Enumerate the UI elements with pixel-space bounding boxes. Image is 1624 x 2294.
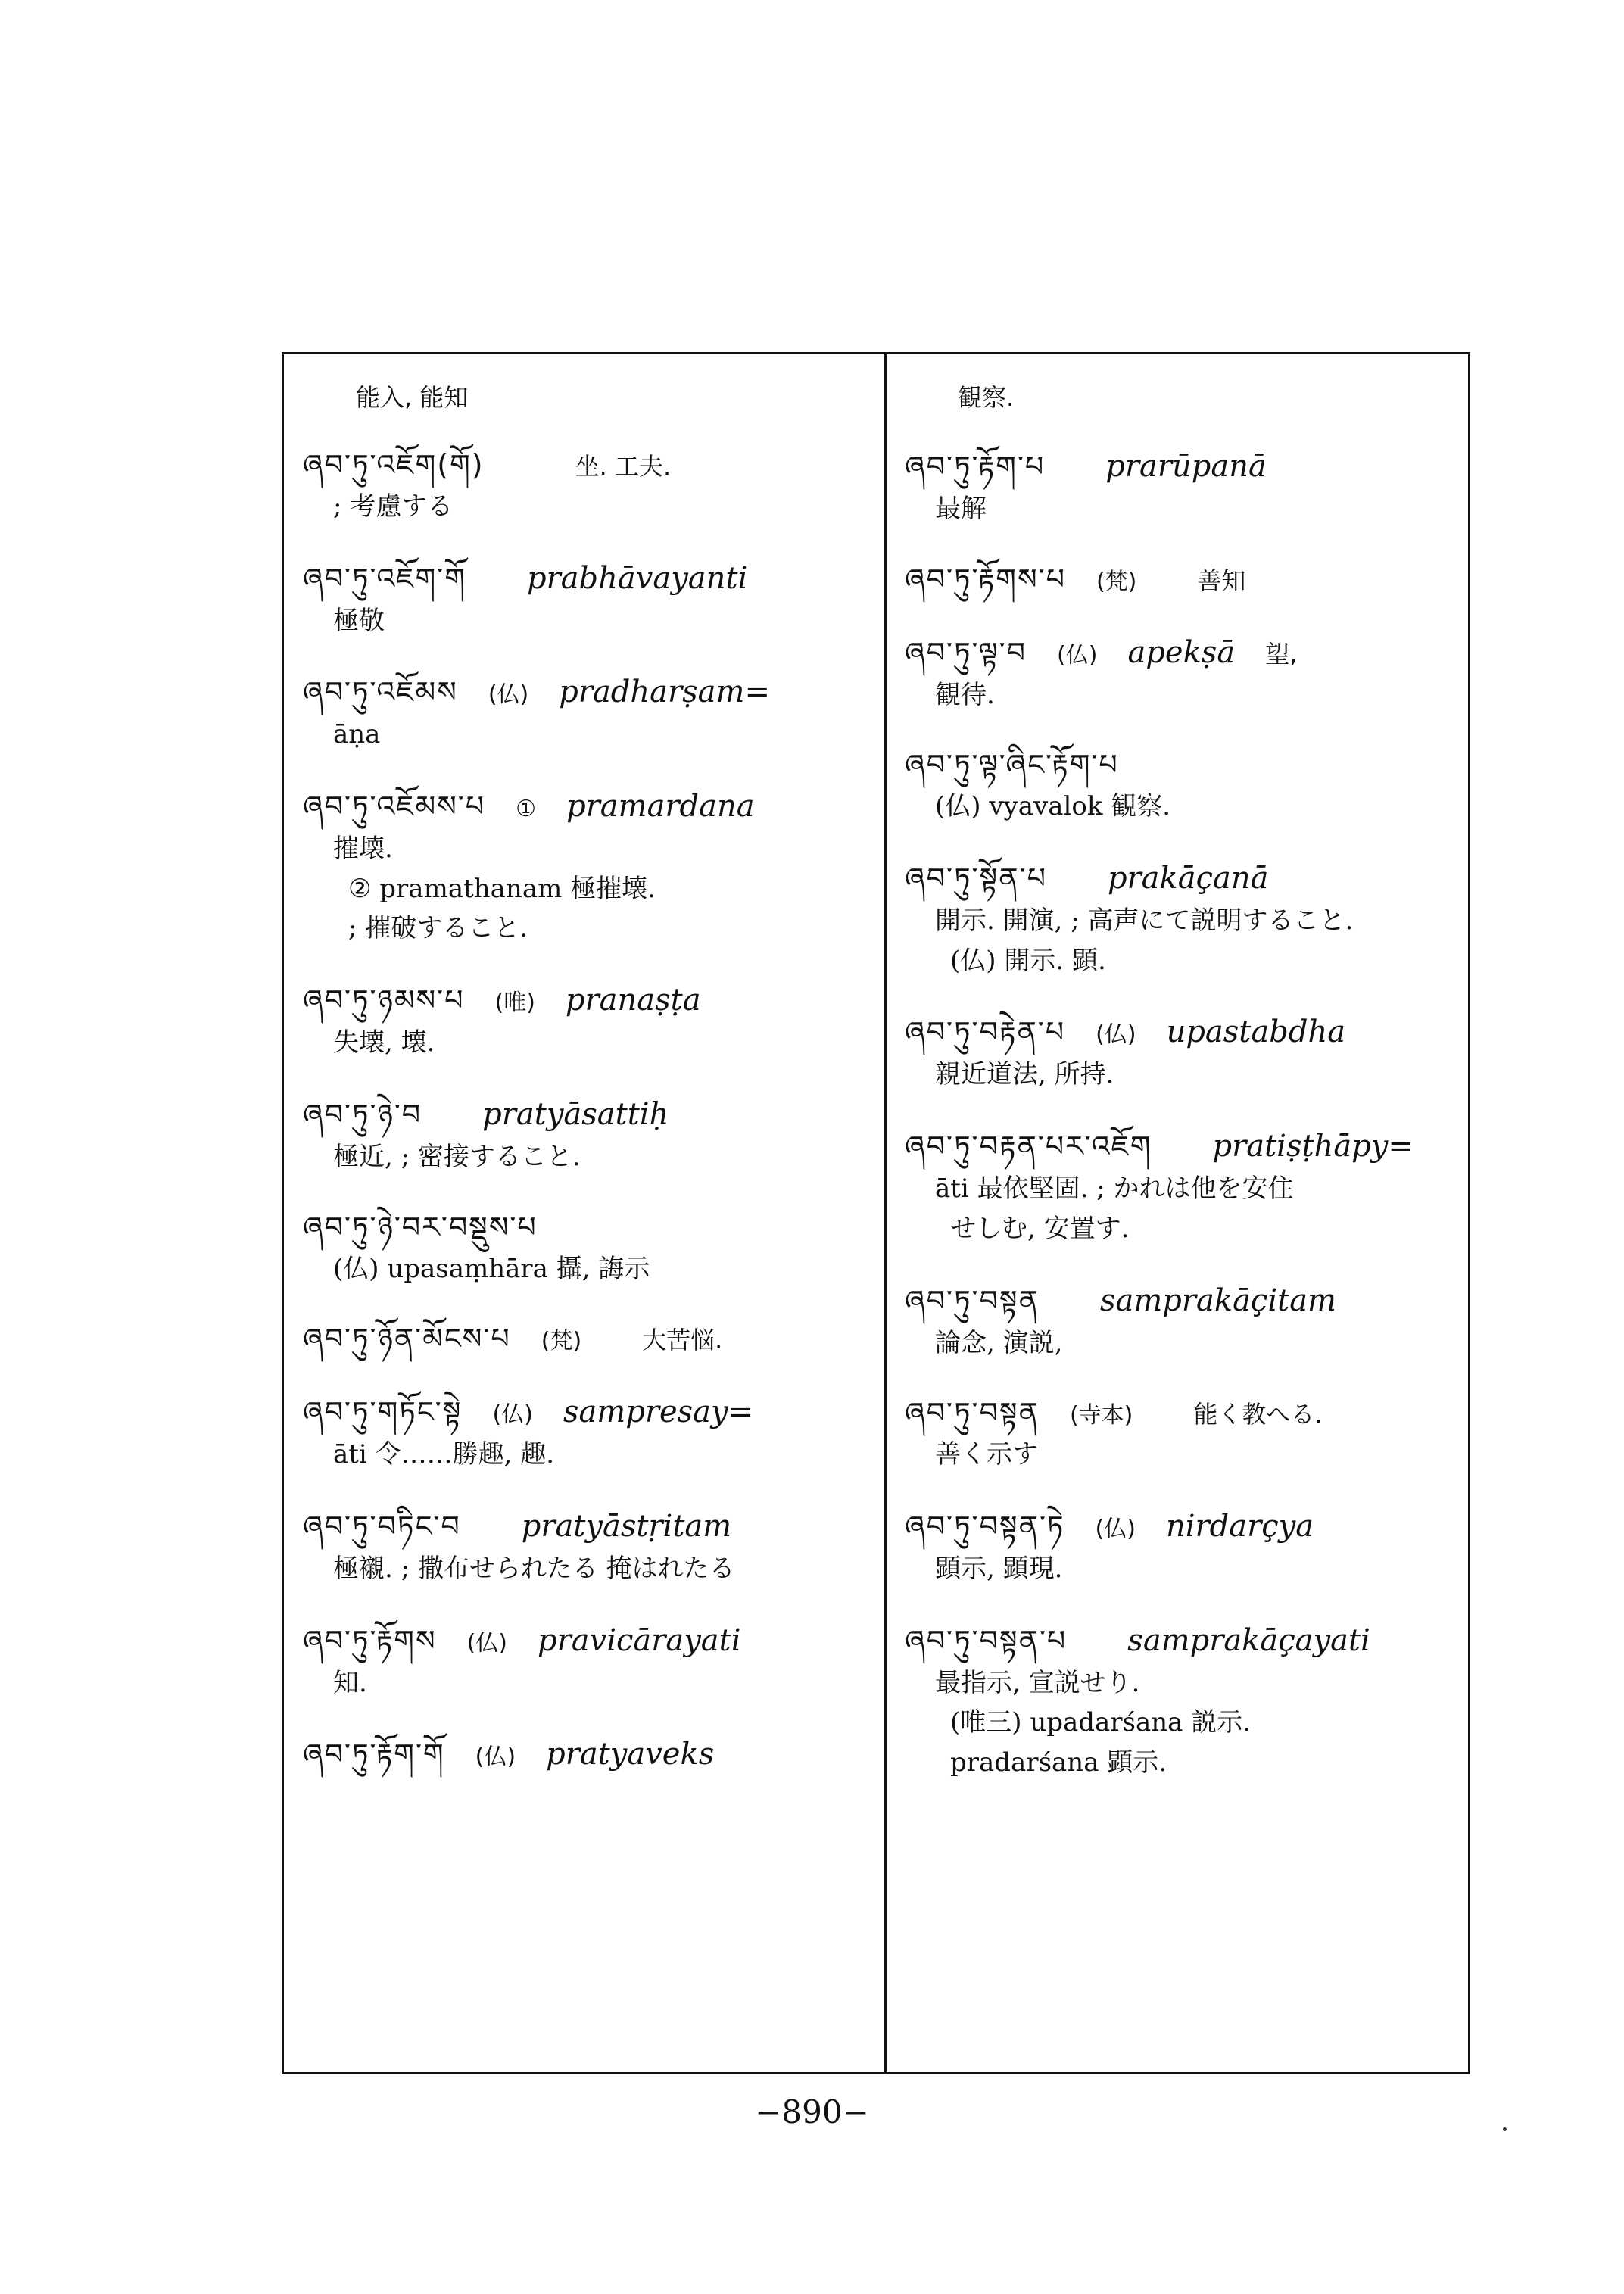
sanskrit-term: upastabdha	[1166, 1015, 1346, 1050]
source-tag: (寺本)	[1069, 1402, 1133, 1429]
tibetan-headword: ཞབ་ཏུ་བསྟན་པ	[905, 1623, 1068, 1657]
sanskrit-term: samprakāçayati	[1127, 1622, 1370, 1658]
source-tag: (唯)	[494, 990, 535, 1017]
entry-gloss-line: 摧壊.	[333, 834, 393, 865]
entry-head	[905, 444, 1465, 489]
entry-head	[905, 1278, 1465, 1323]
entry-gloss-line: āti 令……勝趣, 趣.	[333, 1439, 555, 1470]
japanese-gloss: 望,	[1265, 639, 1298, 669]
source-tag: (仏)	[1096, 1021, 1136, 1049]
sanskrit-term: pradharṣam=	[559, 675, 770, 710]
dictionary-entry	[303, 444, 871, 527]
right-column	[905, 379, 1465, 1812]
entry-gloss-line: 論念, 演説,	[935, 1327, 1063, 1358]
entry-gloss-line: (仏) vyavalok 観察.	[935, 791, 1171, 822]
dictionary-entry	[905, 1392, 1465, 1475]
tibetan-headword: ཞབ་ཏུ་འཇོག(གོ)	[303, 448, 485, 482]
entry-gloss-line: āṇa	[333, 719, 381, 750]
dictionary-entry	[905, 630, 1465, 715]
entry-head	[303, 669, 871, 715]
entry-head	[905, 1124, 1465, 1169]
source-tag: (梵)	[1096, 568, 1137, 595]
entry-head	[905, 558, 1465, 601]
column-divider	[884, 352, 887, 2074]
tibetan-headword: ཞབ་ཏུ་རྟོགས་པ	[905, 562, 1066, 596]
sanskrit-term: prarūpanā	[1105, 449, 1267, 484]
tibetan-headword: ཞབ་ཏུ་ཉེ་བ	[303, 1097, 422, 1131]
sanskrit-term: samprakāçitam	[1099, 1283, 1336, 1318]
dictionary-entry	[905, 1124, 1465, 1248]
dictionary-entry	[905, 743, 1465, 827]
dictionary-entry	[303, 1206, 871, 1289]
entry-head	[303, 1389, 871, 1435]
tibetan-headword: ཞབ་ཏུ་ཉམས་པ	[303, 983, 465, 1018]
source-tag: (仏)	[466, 1629, 508, 1657]
tibetan-headword: ཞབ་ཏུ་ལྟ་ཞིང་རྟོག་པ	[905, 748, 1119, 782]
page-number: −890−	[755, 2093, 869, 2130]
sanskrit-term: sampresay=	[563, 1395, 754, 1430]
japanese-gloss: 善知	[1197, 566, 1246, 595]
tibetan-headword: ཞབ་ཏུ་འཇོམས་པ	[303, 790, 486, 824]
entry-head	[905, 1504, 1465, 1549]
entry-head	[303, 784, 871, 829]
entry-gloss-line: 観待.	[935, 679, 995, 710]
tibetan-headword: ཞབ་ཏུ་བསྟན	[905, 1396, 1040, 1430]
entry-head	[303, 1731, 871, 1777]
tibetan-headword: ཞབ་ཏུ་རྟོགས	[303, 1623, 437, 1657]
japanese-gloss: 大苦悩.	[642, 1326, 723, 1355]
tibetan-headword: ཞབ་ཏུ་ཉོན་མོངས་པ	[303, 1322, 511, 1356]
entry-head	[303, 1206, 871, 1249]
source-tag: (仏)	[492, 1401, 533, 1429]
entry-head	[303, 1092, 871, 1137]
entry-gloss-line: ; 摧破すること.	[348, 913, 528, 944]
dictionary-entry	[303, 1618, 871, 1703]
source-tag: (梵)	[541, 1328, 582, 1355]
dictionary-entry	[905, 1278, 1465, 1364]
tibetan-headword: ཞབ་ཏུ་འཇོག་གོ	[303, 561, 466, 595]
entry-head	[905, 743, 1465, 787]
entry-gloss-line: ② pramathanam 極摧壊.	[348, 873, 656, 904]
left-top-gloss: 能入, 能知	[356, 383, 469, 412]
tibetan-headword: ཞབ་ཏུ་ལྟ་བ	[905, 635, 1027, 669]
sanskrit-term: pratyāsattiḥ	[482, 1096, 669, 1132]
sanskrit-term: prakāçanā	[1107, 861, 1269, 896]
entry-gloss-line: ; 考慮する	[333, 491, 454, 522]
entry-gloss-line: (仏) 開示. 顕.	[950, 945, 1106, 976]
sanskrit-term: pramardana	[566, 789, 755, 824]
entry-gloss-line: āti 最依堅固. ; かれは他を安住	[935, 1173, 1294, 1205]
dictionary-entry	[303, 1389, 871, 1475]
entry-head	[905, 1009, 1465, 1055]
dictionary-entry	[905, 856, 1465, 980]
dictionary-entry	[905, 1618, 1465, 1783]
tibetan-headword: ཞབ་ཏུ་བརྟེན་པ	[905, 1015, 1066, 1049]
entry-head	[303, 1317, 871, 1361]
sanskrit-term: apekṣā	[1127, 634, 1236, 670]
tibetan-headword: ཞབ་ཏུ་གཏོང་སྟེ	[303, 1395, 463, 1429]
source-tag: ①	[516, 796, 537, 823]
source-tag: (仏)	[1057, 641, 1098, 669]
dictionary-entry	[303, 669, 871, 755]
speck	[1503, 2127, 1507, 2131]
entry-head	[303, 1504, 871, 1549]
entry-gloss-line: 失壊, 壊.	[333, 1027, 435, 1058]
right-entries	[905, 444, 1465, 1783]
entry-head	[905, 856, 1465, 901]
tibetan-headword: ཞབ་ཏུ་རྟོག་གོ	[303, 1738, 445, 1772]
entry-head	[303, 977, 871, 1023]
entry-head	[905, 1392, 1465, 1435]
entry-gloss-line: 最指示, 宣説せり.	[935, 1667, 1140, 1698]
source-tag: (仏)	[1095, 1515, 1136, 1542]
dictionary-entry	[303, 1092, 871, 1177]
sanskrit-term: nirdarçya	[1165, 1508, 1314, 1544]
entry-head	[303, 556, 871, 601]
entry-gloss-line: 極襯. ; 撒布せられたる 掩はれたる	[333, 1553, 735, 1584]
japanese-gloss: 能く教へる.	[1193, 1400, 1323, 1429]
entry-gloss-line: (唯三) upadarśana 説示.	[950, 1707, 1252, 1738]
tibetan-headword: ཞབ་ཏུ་སྟོན་པ	[905, 862, 1047, 896]
dictionary-entry	[905, 558, 1465, 601]
sanskrit-term: pranaṣṭa	[565, 983, 701, 1018]
left-entries	[303, 444, 871, 1777]
tibetan-headword: ཞབ་ཏུ་འཇོམས	[303, 675, 458, 709]
sanskrit-term: pratiṣṭhāpy=	[1212, 1129, 1414, 1164]
japanese-gloss: 坐. 工夫.	[575, 452, 672, 481]
entry-gloss-line: 開示. 開演, ; 高声にて説明すること.	[935, 905, 1354, 937]
sanskrit-term: pravicārayati	[538, 1622, 741, 1658]
dictionary-entry	[905, 444, 1465, 529]
entry-gloss-line: 親近道法, 所持.	[935, 1059, 1114, 1090]
tibetan-headword: ཞབ་ཏུ་བསྟན	[905, 1283, 1040, 1317]
entry-gloss-line: 極近, ; 密接すること.	[333, 1141, 581, 1172]
source-tag: (仏)	[475, 1744, 516, 1771]
dictionary-entry	[905, 1009, 1465, 1095]
entry-gloss-line: 善く示す	[935, 1439, 1038, 1470]
source-tag: (仏)	[488, 681, 529, 709]
tibetan-headword: ཞབ་ཏུ་བསྟན་ཏེ	[905, 1509, 1065, 1543]
entry-head	[905, 1618, 1465, 1663]
entry-gloss-line: pradarśana 顕示.	[950, 1747, 1167, 1778]
entry-head	[303, 444, 871, 487]
entry-gloss-line: (仏) upasaṃhāra 攝, 誨示	[333, 1253, 650, 1284]
dictionary-entry	[303, 1731, 871, 1777]
tibetan-headword: ཞབ་ཏུ་ཉེ་བར་བསྡུས་པ	[303, 1210, 538, 1244]
entry-head	[905, 630, 1465, 675]
dictionary-entry	[303, 784, 871, 949]
sanskrit-term: prabhāvayanti	[526, 560, 748, 596]
dictionary-entry	[303, 556, 871, 641]
sanskrit-term: pratyāstṛitam	[521, 1508, 732, 1544]
entry-gloss-line: 最解	[935, 494, 987, 524]
entry-gloss-line: 顕示, 顕現.	[935, 1553, 1063, 1584]
tibetan-headword: ཞབ་ཏུ་བཏིང་བ	[303, 1509, 461, 1543]
right-top-gloss: 観察.	[958, 383, 1015, 412]
dictionary-entry	[905, 1504, 1465, 1589]
tibetan-headword: ཞབ་ཏུ་བརྟན་པར་འཇོག	[905, 1130, 1152, 1164]
left-column	[303, 379, 871, 1806]
tibetan-headword: ཞབ་ཏུ་རྟོག་པ	[905, 450, 1046, 483]
dictionary-entry	[303, 1504, 871, 1589]
dictionary-entry	[303, 1317, 871, 1361]
entry-gloss-line: 知.	[333, 1667, 367, 1698]
dictionary-entry	[303, 977, 871, 1063]
entry-gloss-line: せしむ, 安置す.	[950, 1213, 1130, 1244]
entry-gloss-line: 極敬	[333, 605, 385, 636]
sanskrit-term: pratyaveks	[546, 1737, 715, 1772]
entry-head	[303, 1618, 871, 1663]
